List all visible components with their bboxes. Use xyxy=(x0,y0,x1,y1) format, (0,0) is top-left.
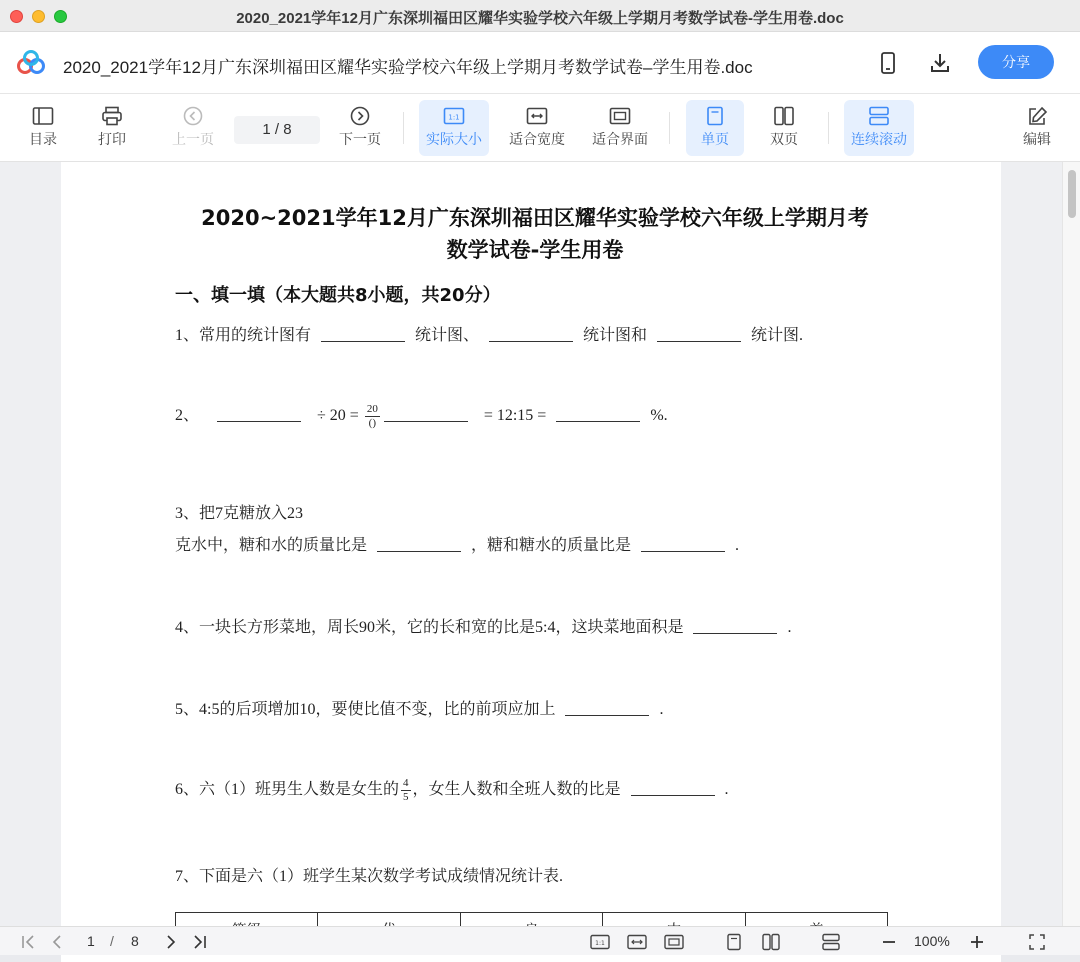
answer-blank xyxy=(556,406,640,422)
doc-heading-line2: 数学试卷-学生用卷 xyxy=(446,238,624,262)
answer-blank xyxy=(641,536,725,552)
fit-page-button[interactable] xyxy=(587,100,653,156)
fraction-numerator: 4 xyxy=(403,776,409,789)
answer-blank xyxy=(489,326,573,342)
q6-suffix: . xyxy=(724,781,729,798)
doc-heading-line1: 2020~2021学年12月广东深圳福田区耀华实验学校六年级上学期月考 xyxy=(201,206,869,230)
fraction-denominator: () xyxy=(368,416,376,429)
q3-suffix: . xyxy=(735,537,740,554)
q5-prefix: 5、4:5的后项增加10，要使比值不变，比的前项应加上 xyxy=(175,701,556,718)
fit-page-label: 适合界面 xyxy=(592,131,648,147)
single-page-icon[interactable] xyxy=(724,933,744,951)
fit-width-icon xyxy=(526,106,548,126)
print-label: 打印 xyxy=(98,131,126,147)
q2-suffix: %. xyxy=(650,407,668,424)
question-6 xyxy=(175,776,729,804)
single-page-icon xyxy=(704,106,726,126)
section-title: 一、填一填（本大题共8小题，共20分） xyxy=(175,285,501,306)
question-5 xyxy=(175,696,663,719)
question-3-line2 xyxy=(175,532,739,555)
page-separator: / xyxy=(110,933,114,949)
fit-width-label: 适合宽度 xyxy=(509,131,565,147)
q4-prefix: 4、一块长方形菜地，周长90米，它的长和宽的比是5:4，这块菜地面积是 xyxy=(175,619,684,636)
q1-mid1: 统计图、 xyxy=(415,327,480,344)
edit-button[interactable] xyxy=(1014,100,1060,156)
svg-text:1:1: 1:1 xyxy=(448,113,460,122)
single-page-label: 单页 xyxy=(701,131,729,147)
zoom-in-icon[interactable] xyxy=(968,933,986,951)
prev-page-label: 上一页 xyxy=(172,131,214,147)
fraction-numerator: 20 xyxy=(366,402,378,415)
double-page-label: 双页 xyxy=(770,131,798,147)
chevron-right-icon[interactable] xyxy=(162,933,180,951)
first-page-icon[interactable] xyxy=(20,933,38,951)
continuous-scroll-icon[interactable] xyxy=(821,933,841,951)
page-number-input[interactable]: 1 / 8 xyxy=(234,116,320,144)
status-bar xyxy=(0,926,1080,955)
chevron-left-icon[interactable] xyxy=(48,933,66,951)
current-page-number[interactable]: 1 xyxy=(87,933,95,949)
total-pages: 8 xyxy=(131,933,139,949)
q5-suffix: . xyxy=(659,701,664,718)
q1-mid2: 统计图和 xyxy=(583,327,648,344)
fit-page-icon xyxy=(609,106,631,126)
answer-blank xyxy=(657,326,741,342)
q1-prefix: 1、常用的统计图有 xyxy=(175,327,312,344)
toc-button[interactable] xyxy=(20,100,66,156)
toolbar-divider xyxy=(669,112,670,144)
question-3-line1: 3、把7克糖放入23 xyxy=(175,505,304,522)
fit-page-icon[interactable] xyxy=(664,933,684,951)
actual-size-label: 实际大小 xyxy=(426,131,482,147)
double-page-button[interactable] xyxy=(756,100,812,156)
answer-blank xyxy=(631,780,715,796)
q6-mid: ，女生人数和全班人数的比是 xyxy=(412,781,621,798)
q1-suffix: 统计图. xyxy=(751,327,804,344)
continuous-scroll-label: 连续滚动 xyxy=(851,131,907,147)
answer-blank xyxy=(693,618,777,634)
app-logo-icon xyxy=(16,50,46,76)
continuous-scroll-icon xyxy=(868,106,890,126)
scrollbar-thumb[interactable] xyxy=(1068,170,1076,218)
window-title: 2020_2021学年12月广东深圳福田区耀华实验学校六年级上学期月考数学试卷-学生用卷.doc xyxy=(236,10,844,27)
question-7: 7、下面是六（1）班学生某次数学考试成绩情况统计表. xyxy=(175,868,564,885)
question-4 xyxy=(175,614,791,637)
print-button[interactable] xyxy=(89,100,135,156)
q6-prefix: 6、六（1）班男生人数是女生的 xyxy=(175,781,400,798)
document-page xyxy=(61,162,1001,962)
printer-icon xyxy=(101,106,123,126)
answer-blank xyxy=(321,326,405,342)
next-page-button[interactable] xyxy=(334,100,386,156)
actual-size-button[interactable] xyxy=(419,100,489,156)
toc-icon xyxy=(32,106,54,126)
double-page-icon[interactable] xyxy=(761,933,781,951)
prev-page-button[interactable] xyxy=(166,100,220,156)
zoom-out-icon[interactable] xyxy=(880,933,898,951)
q2-fraction xyxy=(365,403,380,430)
fraction-denominator: 5 xyxy=(403,790,409,803)
q3-prefix: 克水中，糖和水的质量比是 xyxy=(175,537,368,554)
q3-mid: ，糖和糖水的质量比是 xyxy=(471,537,632,554)
document-viewport[interactable] xyxy=(0,162,1080,926)
mobile-phone-icon[interactable] xyxy=(875,50,901,76)
answer-blank xyxy=(217,406,301,422)
toolbar xyxy=(0,94,1080,162)
svg-text:1:1: 1:1 xyxy=(595,940,605,947)
toolbar-divider xyxy=(828,112,829,144)
next-page-label: 下一页 xyxy=(339,131,381,147)
download-icon[interactable] xyxy=(927,50,953,76)
q6-fraction xyxy=(401,777,411,804)
q4-suffix: . xyxy=(787,619,792,636)
actual-size-icon xyxy=(443,106,465,126)
single-page-button[interactable] xyxy=(686,100,744,156)
title-bar xyxy=(0,0,1080,32)
vertical-scrollbar[interactable] xyxy=(1062,162,1080,926)
chevron-left-circle-icon xyxy=(182,106,204,126)
last-page-icon[interactable] xyxy=(190,933,208,951)
question-1 xyxy=(175,322,803,345)
toc-label: 目录 xyxy=(29,131,57,147)
zoom-level: 100% xyxy=(914,933,950,949)
edit-pencil-icon xyxy=(1026,106,1048,126)
answer-blank xyxy=(377,536,461,552)
app-header xyxy=(0,32,1080,94)
continuous-scroll-button[interactable] xyxy=(844,100,914,156)
q2-ratio: = 12:15 = xyxy=(483,407,547,424)
chevron-right-circle-icon xyxy=(349,106,371,126)
q2-division: ÷ 20 = xyxy=(317,407,359,424)
answer-blank xyxy=(384,406,468,422)
fit-width-icon[interactable] xyxy=(627,933,647,951)
fit-width-button[interactable] xyxy=(504,100,570,156)
q2-prefix: 2、 xyxy=(175,407,200,424)
share-button[interactable]: 分享 xyxy=(978,45,1054,79)
double-page-icon xyxy=(773,106,795,126)
edit-label: 编辑 xyxy=(1023,131,1051,147)
actual-size-icon[interactable] xyxy=(590,933,610,951)
document-title: 2020_2021学年12月广东深圳福田区耀华实验学校六年级上学期月考数学试卷–学生用卷.doc xyxy=(63,58,753,77)
fullscreen-icon[interactable] xyxy=(1028,933,1046,951)
toolbar-divider xyxy=(403,112,404,144)
question-2 xyxy=(175,402,668,430)
answer-blank xyxy=(565,700,649,716)
